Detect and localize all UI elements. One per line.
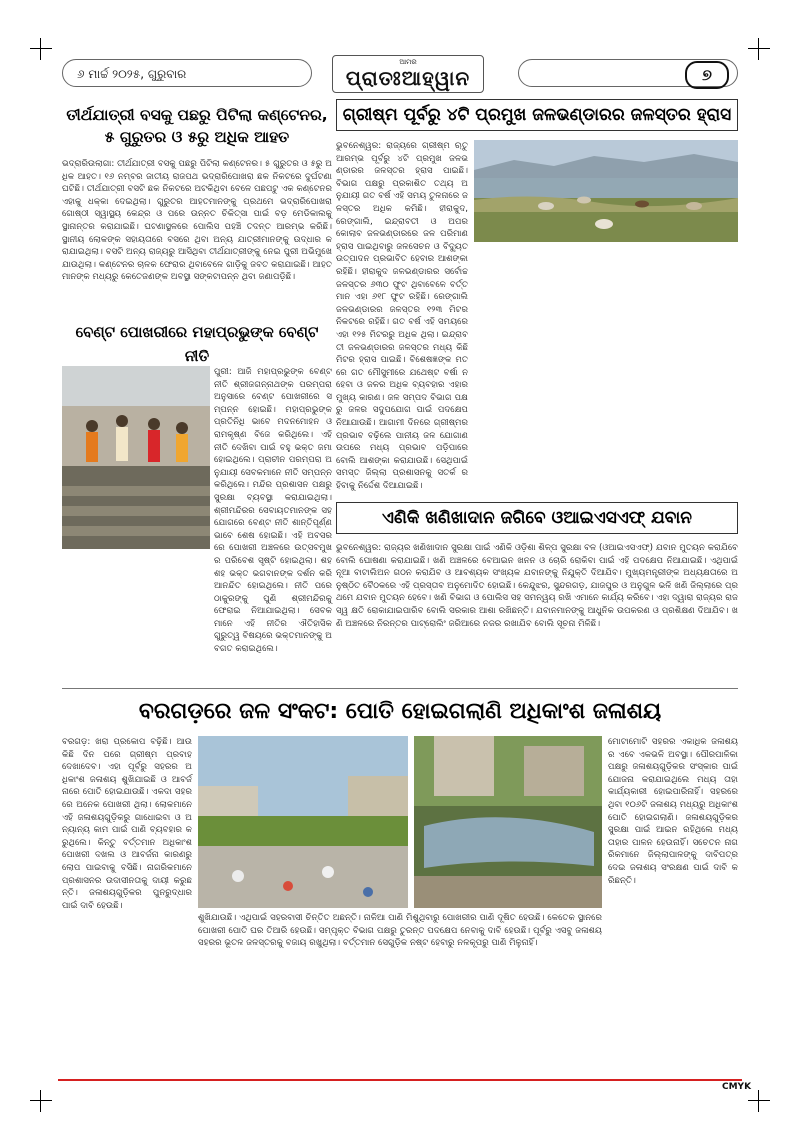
masthead-title: ପ୍ରାତଃଆହ୍ୱାନ [345, 66, 471, 90]
crop-mark-top-left [30, 38, 52, 60]
section-divider [62, 688, 738, 689]
beshe-article-body-cont [62, 552, 332, 682]
footer-rule [58, 1079, 742, 1081]
beshe-article-body: ପୁରୀ: ଆଜି ମହାପ୍ରଭୁଙ୍କ ବେଣ୍ଟ ନୀତି ଶ୍ରୀଜଗନ୍ନାଥଙ୍କ ପରମ୍ପରା ଅନୁସାରେ ବେଣ୍ଟ ପୋଖରୀରେ ସମ୍ପନ୍ନ ହୋଇଛି। ମହାପ୍ରଭୁଙ୍କ ପ୍ରତିନିଧି ଭାବେ ମଦନମୋହନ ଓ ରାମକୃଷ୍ଣ ବିଜେ କରିଥିଲେ। ଏହି ନୀତି ଦେଖିବା ପାଇଁ ବହୁ ଭକ୍ତ ଜମା ହୋଇଥିଲେ। ପ୍ରାଚୀନ ପରମ୍ପରା ଅନୁଯାୟୀ ସେବକମାନେ ନୀତି ସମ୍ପନ୍ନ କରିଥିଲେ। ମନ୍ଦିର ପ୍ରଶାସନ ପକ୍ଷରୁ ସୁରକ୍ଷା ବ୍ୟବସ୍ଥା କରାଯାଇଥିଲା। ଶ୍ରୀମନ୍ଦିରର ସେବାୟତମାନଙ୍କ ସହଯୋଗରେ ବେଣ୍ଟ ନୀତି ଶାନ୍ତିପୂର୍ଣ୍ଣ ଭାବେ ଶେଷ ହୋଇଛି। ଏହି ଅବସରରେ ପୋଖରୀ ଅଞ୍ଚଳରେ ଉତ୍ସବମୁଖର ପରିବେଶ ସୃଷ୍ଟି ହୋଇଥିଲା। ଶହ ଶହ ଭକ୍ତ ଭଗବାନଙ୍କ ଦର୍ଶନ କରି ଆନନ୍ଦିତ ହୋଇଥିଲେ। ନୀତି ପରେ ଠାକୁରଙ୍କୁ ପୁଣି ଶ୍ରୀମନ୍ଦିରକୁ ଫେରାଇ ନିଆଯାଇଥିଲା। ସେବକମାନେ ଏହି ନୀତିର ଐତିହାସିକ ଗୁରୁତ୍ୱ ବିଷୟରେ ଭକ୍ତମାନଙ୍କୁ ଅବଗତ କରାଇଥିଲେ। [214, 367, 332, 655]
reservoir-photo-graphic [474, 140, 738, 242]
page-number: ୭ [685, 61, 729, 89]
page-header [62, 55, 738, 91]
reservoir-photo [474, 140, 738, 242]
reservoir-article-body: ଭୁବନେଶ୍ୱର: ରାଜ୍ୟରେ ଗ୍ରୀଷ୍ମ ଋତୁ ଆରମ୍ଭ ପୂର୍ବରୁ ୪ଟି ପ୍ରମୁଖ ଜଳଭଣ୍ଡାରର ଜଳସ୍ତର ହ୍ରାସ ପାଇଛି। ବିଭାଗ ପକ୍ଷରୁ ପ୍ରକାଶିତ ତଥ୍ୟ ଅନୁଯାୟୀ ଗତ ବର୍ଷ ଏହି ସମୟ ତୁଳନାରେ ଜଳସ୍ତର ଅଧିକ କମିଛି। ହୀରାକୁଦ, ରେଙ୍ଗାଲି, ଇନ୍ଦ୍ରାବତୀ ଓ ଅପର କୋଲାବ ଜଳଭଣ୍ଡାରରେ ଜଳ ପରିମାଣ ହ୍ରାସ ପାଇଥିବାରୁ ଜଳସେଚନ ଓ ବିଦ୍ୟୁତ ଉତ୍ପାଦନ ପ୍ରଭାବିତ ହେବାର ଆଶଙ୍କା ରହିଛି। ହୀରାକୁଦ ଜଳଭଣ୍ଡାରର ସର୍ବୋଚ୍ଚ ଜଳସ୍ତର ୬୩୦ ଫୁଟ ଥିବାବେଳେ ବର୍ତ୍ତମାନ ଏହା ୬୧୮ ଫୁଟ ରହିଛି। ରେଙ୍ଗାଲି ଜଳଭଣ୍ଡାରର ଜଳସ୍ତର ୧୨୩ ମିଟର ନିକଟରେ ରହିଛି। ଗତ ବର୍ଷ ଏହି ସମୟରେ ଏହା ୧୨୫ ମିଟରରୁ ଅଧିକ ଥିଲା। ଇନ୍ଦ୍ରାବତୀ ଜଳଭଣ୍ଡାରର ଜଳସ୍ତର ମଧ୍ୟ କିଛି ମିଟର ହ୍ରାସ ପାଇଛି। ବିଶେଷଜ୍ଞଙ୍କ ମତରେ ଗତ ମୌସୁମୀରେ ଯଥେଷ୍ଟ ବର୍ଷା ନହେବା ଓ ଜଳର ଅଧିକ ବ୍ୟବହାର ଏହାର ମୁଖ୍ୟ କାରଣ। ଜଳ ସମ୍ପଦ ବିଭାଗ ପକ୍ଷରୁ ଜଳର ସଦୁପଯୋଗ ପାଇଁ ପଦକ୍ଷେପ ନିଆଯାଉଛି। ଆଗାମୀ ଦିନରେ ଗ୍ରୀଷ୍ମର ପ୍ରଭାବ ବଢ଼ିଲେ ପାନୀୟ ଜଳ ଯୋଗାଣ ଉପରେ ମଧ୍ୟ ପ୍ରଭାବ ପଡ଼ିପାରେ ବୋଲି ଆଶଙ୍କା କରାଯାଉଛି। ସେଥିପାଇଁ ସମସ୍ତ ଜିଲ୍ଲା ପ୍ରଶାସନକୁ ସତର୍କ ରହିବାକୁ ନିର୍ଦ୍ଦେଶ ଦିଆଯାଇଛି। [336, 141, 468, 492]
container-article-body: ଭଦ୍ରାରିଉଲାଗା: ତୀର୍ଥଯାତ୍ରୀ ବସକୁ ପଛରୁ ପିଟିଲା କଣ୍ଟେନର। ୫ ଗୁରୁତର ଓ ୫ରୁ ଅଧିକ ଆହତ। ୧୬ ନମ୍ବର ଜାତୀୟ ରାଜପଥ ଭଦ୍ରାରିପୋଖରା ଛକ ନିକଟରେ ଦୁର୍ଘଟଣା ଘଟିଛି। ତୀର୍ଥଯାତ୍ରୀ ବସଟି ଛକ ନିକଟରେ ଅଟକିଥିବା ବେଳେ ପଛପଟୁ ଏକ କଣ୍ଟେନର ଏହାକୁ ଧକ୍କା ଦେଇଥିଲା। ଗୁରୁତର ଆହତମାନଙ୍କୁ ପ୍ରଥମେ ଭଦ୍ରାରିପୋଖରା ଗୋଷ୍ଠୀ ସ୍ୱାସ୍ଥ୍ୟ କେନ୍ଦ୍ର ଓ ପରେ ଉନ୍ନତ ଚିକିତ୍ସା ପାଇଁ ବଡ଼ ମେଡିକାଲକୁ ସ୍ଥାନାନ୍ତର କରାଯାଇଛି। ଘଟଣାସ୍ଥଳରେ ପୋଲିସ ପହଞ୍ଚି ତଦନ୍ତ ଆରମ୍ଭ କରିଛି। ସ୍ଥାନୀୟ ଲୋକଙ୍କ ସହାୟତାରେ ବସରେ ଥିବା ଅନ୍ୟ ଯାତ୍ରୀମାନଙ୍କୁ ଉଦ୍ଧାର କରାଯାଇଥିଲା। ବସଟି ଅନ୍ୟ ରାଜ୍ୟରୁ ଆସିଥିବା ତୀର୍ଥଯାତ୍ରୀଙ୍କୁ ନେଇ ପୁରୀ ଅଭିମୁଖେ ଯାଉଥିଲା। କଣ୍ଟେନର ଚାଳକ ଫେରାର ଥିବାବେଳେ ଗାଡ଼ିକୁ ଜବତ କରାଯାଇଛି। ଆହତମାନଙ୍କ ମଧ୍ୟରୁ କେତେଜଣଙ୍କ ଅବସ୍ଥା ସଙ୍କଟାପନ୍ନ ଥିବା ଜଣାପଡ଼ିଛି। [62, 159, 332, 283]
container-headline [62, 104, 332, 148]
page-number-box [518, 59, 738, 87]
bargarh-article-body-left: ବରଗଡ଼: ଖରା ପ୍ରକୋପ ବଢ଼ିଛି। ଆଉ କିଛି ଦିନ ପରେ ଗ୍ରୀଷ୍ମ ପ୍ରବାହ ଦେଖାଦେବ। ଏହା ପୂର୍ବରୁ ସହରର ଅଧିକାଂଶ ଜଳାଶୟ ଶୁଖିଯାଇଛି ଓ ଆବର୍ଜନାରେ ପୋତି ହୋଇଯାଉଛି। ଏକଦା ସହରରେ ଅନେକ ପୋଖରୀ ଥିଲା। ଲୋକମାନେ ଏହି ଜଳାଶୟଗୁଡ଼ିକରୁ ଗାଧୋଇବା ଓ ଅନ୍ୟାନ୍ୟ କାମ ପାଇଁ ପାଣି ବ୍ୟବହାର କରୁଥିଲେ। କିନ୍ତୁ ବର୍ତ୍ତମାନ ଅଧିକାଂଶ ପୋଖରୀ ଦଖଲ ଓ ଆବର୍ଜନା କାରଣରୁ ଲୋପ ପାଇବାକୁ ବସିଛି। ନାଗରିକମାନେ ପ୍ରଶାସନର ଉଦାସୀନତାକୁ ଦାୟୀ କରୁଛନ୍ତି। ଜଳାଶୟଗୁଡ଼ିକର ପୁନରୁଦ୍ଧାର ପାଇଁ ଦାବି ହେଉଛି। [62, 737, 192, 911]
crop-mark-bottom-left [30, 1090, 52, 1112]
beshe-photo [62, 366, 210, 549]
container-headline-line1: ତୀର୍ଥଯାତ୍ରୀ ବସକୁ ପଛରୁ ପିଟିଲା କଣ୍ଟେନର, [66, 106, 328, 124]
beshe-photo-graphic [62, 366, 210, 549]
bargarh-article-body-mid: ଶୁଖିଯାଉଛି। ଏଥିପାଇଁ ସହରବାସୀ ଚିନ୍ତିତ ଅଛନ୍ତି। ନାଳିଆ ପାଣି ମିଶୁଥିବାରୁ ପୋଖରୀର ପାଣି ଦୂଷିତ ହେଉଛି। କେତେକ ସ୍ଥାନରେ ପୋଖରୀ ପୋତି ଘର ତିଆରି ହେଉଛି। ସମ୍ପୃକ୍ତ ବିଭାଗ ପକ୍ଷରୁ ତୁରନ୍ତ ପଦକ୍ଷେପ ନେବାକୁ ଦାବି ହେଉଛି। ପୂର୍ବରୁ ଏସବୁ ଜଳାଶୟ ସହରର ଭୂତଳ ଜଳସ୍ତରକୁ ବଜାୟ ରଖୁଥିଲା। ବର୍ତ୍ତମାନ ସେଗୁଡ଼ିକ ନଷ୍ଟ ହେବାରୁ ନଳକୂପରୁ ପାଣି ମିଳୁନାହିଁ। [198, 913, 602, 949]
masthead-small: ଆମର [399, 58, 417, 66]
reservoir-article-body-col2 [474, 246, 604, 500]
color-registration-mark: CMYK [722, 1082, 752, 1092]
crop-mark-bottom-right [748, 1090, 770, 1112]
mining-article-body: ଭୁବନେଶ୍ୱର: ରାଜ୍ୟର ଖଣିଖାଦାନ ସୁରକ୍ଷା ପାଇଁ ଏଣିକି ଓଡ଼ିଶା ଶିଳ୍ପ ସୁରକ୍ଷା ବଳ (ଓଆଇଏସଏଫ୍) ଯବାନ ମୁତୟନ କରାଯିବେ ବୋଲି ଘୋଷଣା କରାଯାଇଛି। ଖଣି ଅଞ୍ଚଳରେ ବେଆଇନ ଖନନ ଓ ଚୋରି ରୋକିବା ପାଇଁ ଏହି ପଦକ୍ଷେପ ନିଆଯାଇଛି। ଏଥିପାଇଁ ନୂଆ ବାଟାଲିଅନ ଗଠନ କରାଯିବ ଓ ଆବଶ୍ୟକ ସଂଖ୍ୟକ ଯବାନଙ୍କୁ ନିଯୁକ୍ତି ଦିଆଯିବ। ମୁଖ୍ୟମନ୍ତ୍ରୀଙ୍କ ଅଧ୍ୟକ୍ଷତାରେ ଅନୁଷ୍ଠିତ ବୈଠକରେ ଏହି ପ୍ରସ୍ତାବ ଅନୁମୋଦିତ ହୋଇଛି। କେନ୍ଦୁଝର, ସୁନ୍ଦରଗଡ଼, ଯାଜପୁର ଓ ଅନୁଗୁଳ ଭଳି ଖଣି ଜିଲ୍ଲାରେ ପ୍ରଥମେ ଯବାନ ମୁତୟନ ହେବେ। ଖଣି ବିଭାଗ ଓ ପୋଲିସ ସହ ସମନ୍ୱୟ ରଖି ଏମାନେ କାର୍ଯ୍ୟ କରିବେ। ଏହା ଦ୍ୱାରା ରାଜ୍ୟର ରାଜସ୍ୱ କ୍ଷତି ରୋକାଯାଇପାରିବ ବୋଲି ସରକାର ଆଶା ରଖିଛନ୍ତି। ଯବାନମାନଙ୍କୁ ଆଧୁନିକ ଉପକରଣ ଓ ପ୍ରଶିକ୍ଷଣ ଦିଆଯିବ। ଖଣି ଅଞ୍ଚଳରେ ନିରନ୍ତର ପାଟ୍ରୋଲିଂ ଜରିଆରେ ନଜର ରଖାଯିବ ବୋଲି ସୂଚନା ମିଳିଛି। [336, 543, 738, 629]
container-headline-line2: ୫ ଗୁରୁତର ଓ ୫ରୁ ଅଧିକ ଆହତ [104, 128, 290, 146]
reservoir-headline: ଗ୍ରୀଷ୍ମ ପୂର୍ବରୁ ୪ଟି ପ୍ରମୁଖ ଜଳଭଣ୍ଡାରର ଜଳସ୍ତର ହ୍ରାସ [336, 99, 738, 131]
beshe-headline: ବେଣ୍ଟ ପୋଖରୀରେ ମହାପ୍ରଭୁଙ୍କ ବେଣ୍ଟ ନୀତି [75, 323, 319, 365]
bargarh-photo-2 [414, 736, 602, 908]
mining-headline: ଏଣିକି ଖଣିଖାଦାନ ଜଗିବେ ଓଆଇଏସଏଫ୍ ଯବାନ [336, 502, 738, 534]
bargarh-headline: ବରଗଡ଼ରେ ଜଳ ସଂକଟ: ପୋତି ହୋଇଗଲାଣି ଅଧିକାଂଶ ଜଳାଶୟ [138, 699, 662, 724]
bargarh-photo-1 [198, 736, 408, 908]
reservoir-article-body-col3 [610, 246, 738, 500]
bargarh-photo-2-graphic [414, 736, 602, 908]
crop-mark-top-right [748, 38, 770, 60]
issue-date: ୬ ମାର୍ଚ୍ଚ ୨୦୨୫, ଗୁରୁବାର [62, 59, 312, 87]
bargarh-photo-1-graphic [198, 736, 408, 908]
bargarh-article-body-right: ମୋଟାମୋଟି ସହରର ଏକାଧିକ ଜଳାଶୟର ଏବେ ଏକଭଳି ଅବସ୍ଥା। ପୌରପାଳିକା ପକ୍ଷରୁ ଜଳାଶୟଗୁଡ଼ିକର ସଂସ୍କାର ପାଇଁ ଯୋଜନା କରାଯାଇଥିଲେ ମଧ୍ୟ ତାହା କାର୍ଯ୍ୟକାରୀ ହୋଇପାରିନାହିଁ। ସହରରେ ଥିବା ୧୦୬ଟି ଜଳାଶୟ ମଧ୍ୟରୁ ଅଧିକାଂଶ ପୋତି ହୋଇଗଲାଣି। ଜଳାଶୟଗୁଡ଼ିକର ସୁରକ୍ଷା ପାଇଁ ଆଇନ ରହିଥିଲେ ମଧ୍ୟ ତାହାର ପାଳନ ହେଉନାହିଁ। ସଚେତନ ନାଗରିକମାନେ ଜିଲ୍ଲାପାଳଙ୍କୁ ଦାବିପତ୍ର ଦେଇ ଜଳାଶୟ ସଂରକ୍ଷଣ ପାଇଁ ଦାବି କରିଛନ୍ତି। [608, 737, 738, 886]
masthead-logo [332, 55, 484, 93]
